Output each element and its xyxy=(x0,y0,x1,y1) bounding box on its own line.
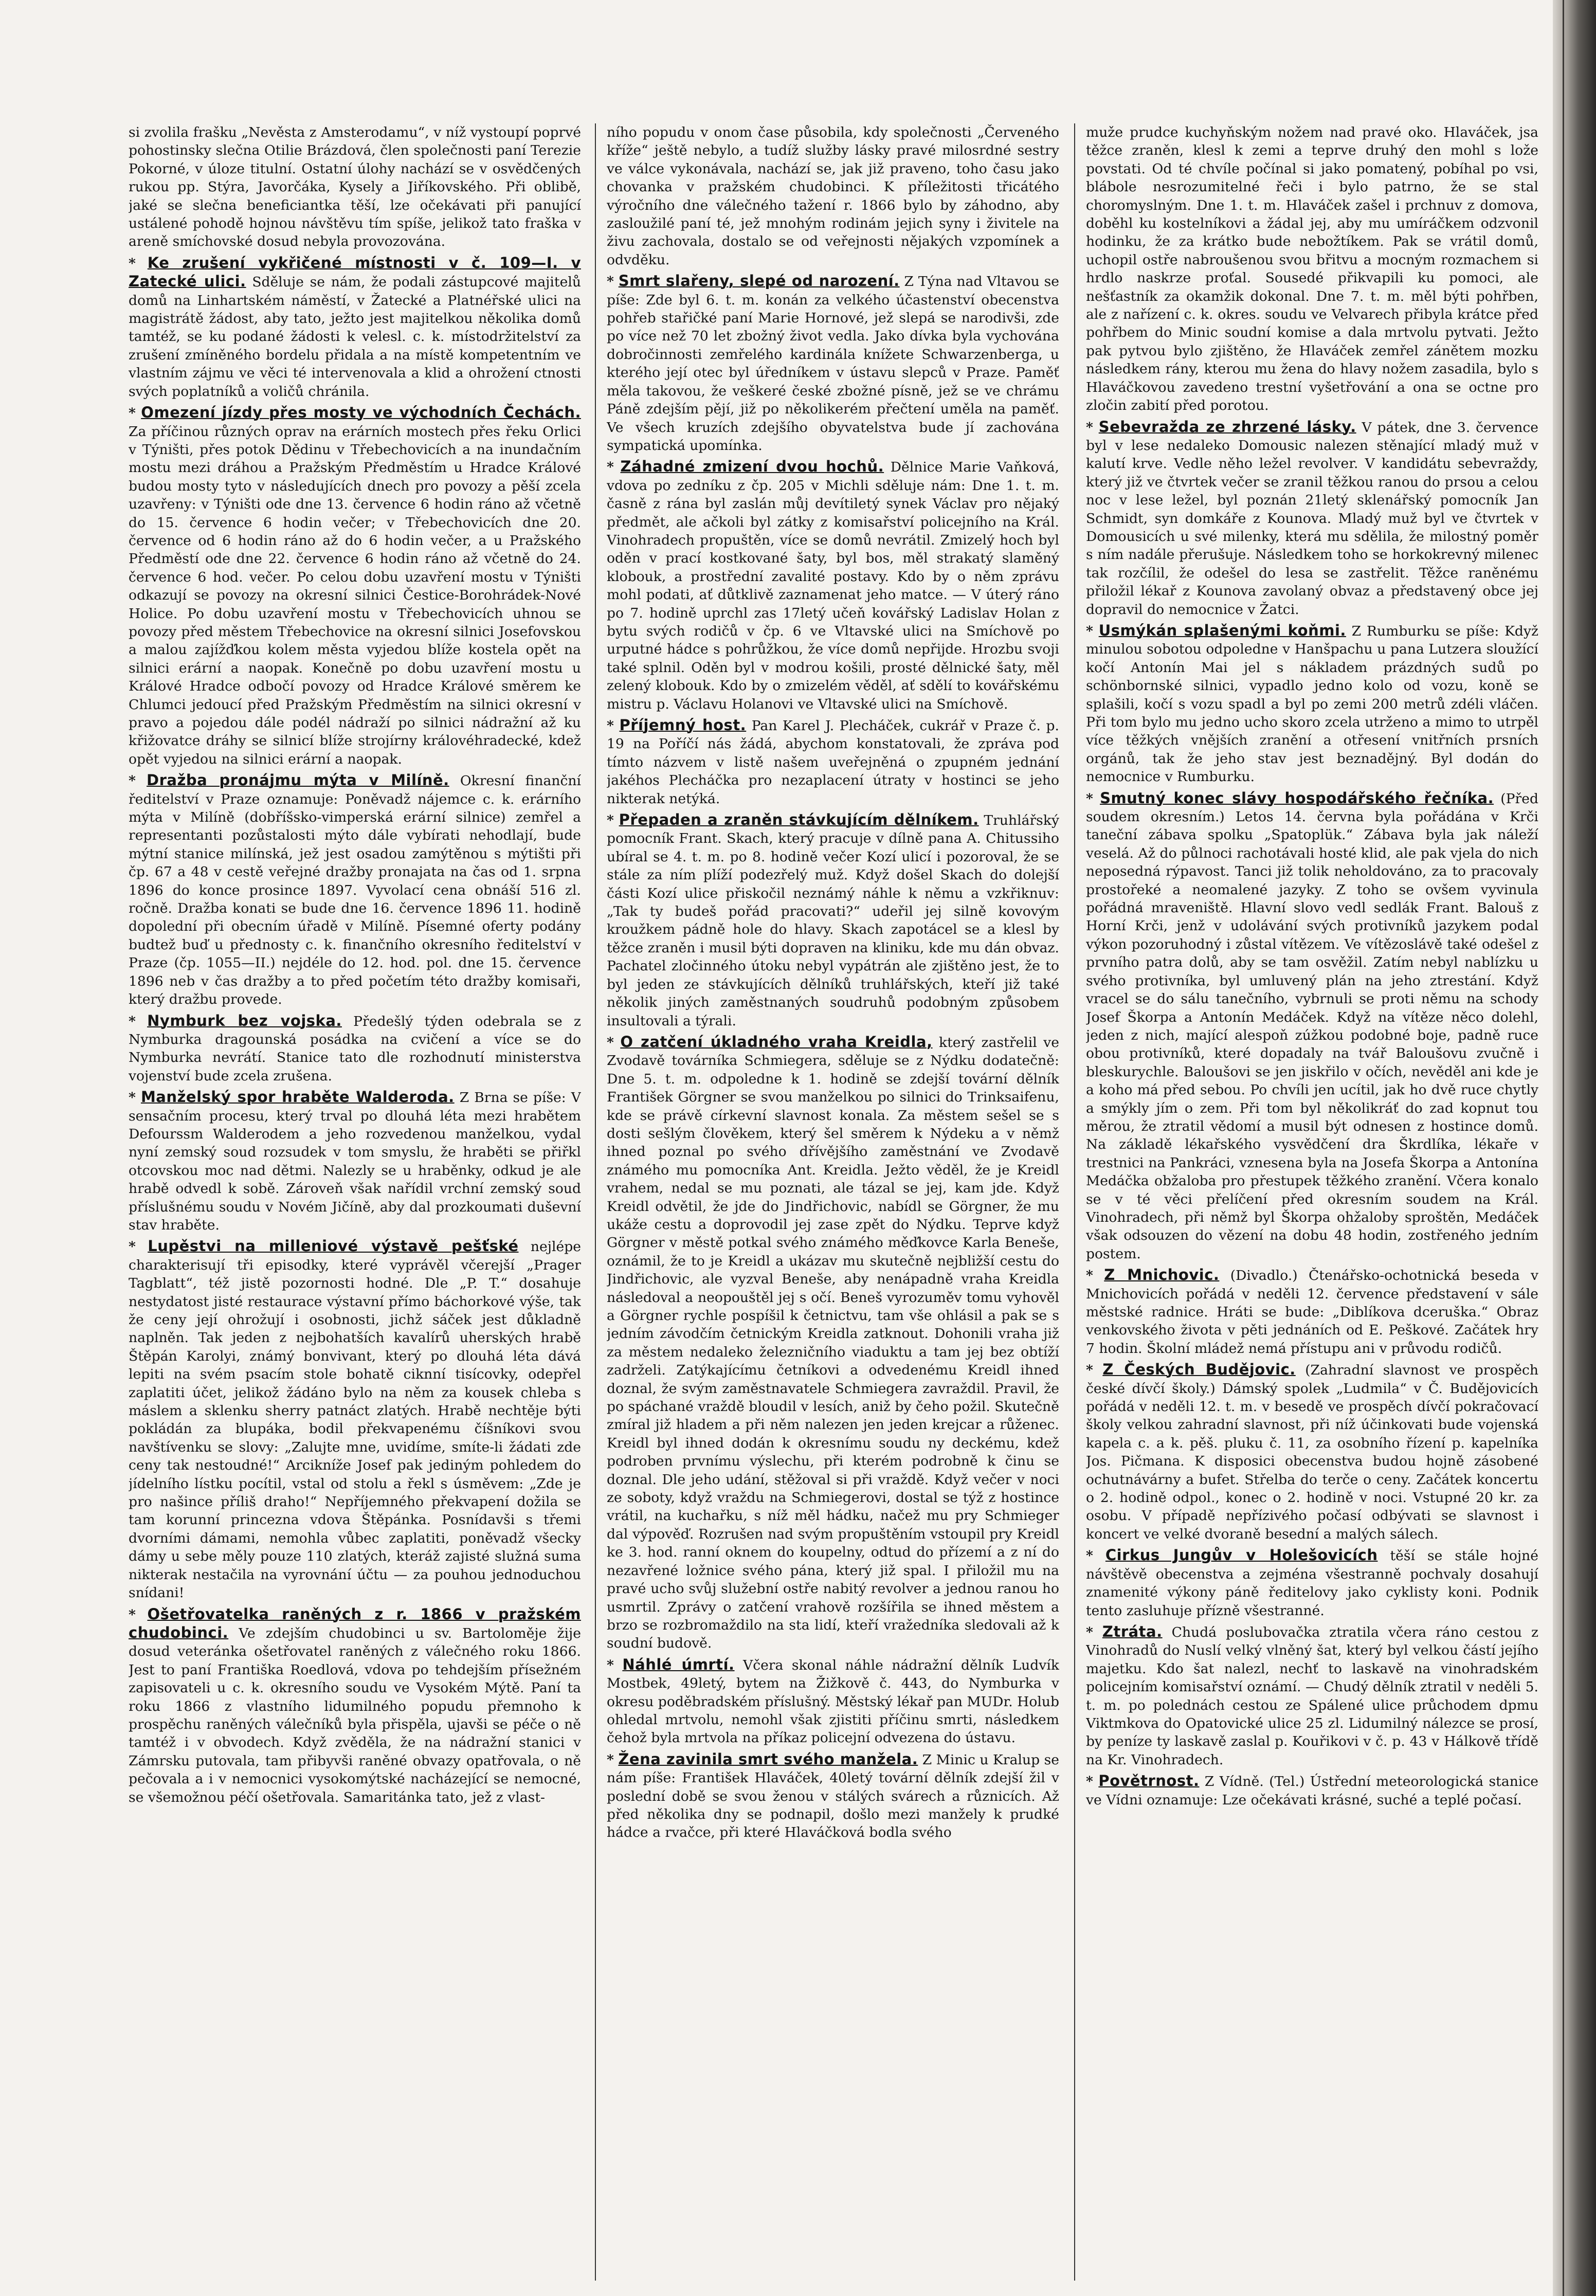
article-body: Pan Karel J. Plecháček, cukrář v Praze č. p. 19 na Poříčí nás žádá, abychom konstatovali, že zpráva pod tímto názvem v listě našem uveřejněná o zpupném jednání jakéhos Plecháčka pro nezaplacení útraty v hostinci se jeho nikterak netýká. xyxy=(607,718,1059,807)
article-bullet: * xyxy=(129,773,136,789)
article-paragraph xyxy=(1086,418,1538,619)
article-bullet: * xyxy=(129,1239,136,1255)
article-bullet: * xyxy=(1086,790,1093,807)
article-headline: Náhlé úmrtí. xyxy=(622,1655,735,1673)
article-headline: Manželský spor hraběte Walderoda. xyxy=(140,1088,455,1106)
article-headline: Přepaden a zraněn stávkujícím dělníkem. xyxy=(619,811,979,829)
article-body: který zastřelil ve Zvodavě továrníka Schmiegera, sděluje se z Nýdku dodatečně: Dne 5. t. m. odpoledne k 1. hodině se zdejší tovární dělník František Görgner se svou manželkou po silnici do Trinksaifenu, kde se právě církevní slavnost konala. Za městem sešel se s dosti sešlým člověkem, který šel směrem k Nýdeku a v němž ihned poznal po svého dřívějšího zaměstnání ve Zvodavě známého mu pomocníka Ant. Kreidla. Ježto věděl, že je Kreidl vrahem, nedal se mu poznati, ale tázal se jej, kam jde. Když Kreidl odvětil, že jde do Jindřichovic, nabídl se Görgner, že mu ukáže cestu a doprovodil jej zase zpět do Nýdku. Teprve když Görgner v městě potkal svého známého měďkovce Karla Beneše, oznámil, že to je Kreidl a ukázav mu skutečně nejbližší cestu do Jindřichovic, ale vyzval Beneše, aby nenápadně vraha Kreidla následoval a neopouštěl jej s očí. Beneš vyrozuměv tomu vyhověl a Görgner rychle pospíšil k četnictvu, tam vše ohlásil a pak se s jedním závodčím četnickým Kreidla zatknout. Dohonili vraha již za městem nedaleko železničního viaduktu a tam jej bez obtíží zadrželi. Zatýkajícímu četníkovi a odvedenému Kreidl ihned doznal, že svým zaměstnavatele Schmiegera zavraždil. Pravil, že po spáchané vraždě bloudil v lesích, aniž by čeho požil. Skutečně zmíral již hladem a při něm nalezen jen jeden krejcar a růženec. Kreidl byl ihned dodán k okresnímu soudu ny deckému, kdež podroben prvnímu výslechu, při kterém podrobně k činu se doznal. Dle jeho udání, stěžoval si při vraždě. Když večer v noci ze soboty, když vraždu na Schmiegerovi, dostal se týž z hostince vrátil, na kuchařku, s níž měl hádku, načež mu pry Schmieger dal výpověď. Rozrušen nad svým propuštěním vstoupil pry Kreidl ke 3. hod. ranní oknem do koupelny, odtud do přízemí a z ní do nezavřené ložnice svého pána, který již spal. I přiložil mu na pravé ucho svůj služební ostře nabitý revolver a jednou ranou ho usmrtil. Zprávy o zatčení vrahově rozšířila se ihned městem a brzo se rozbromaždilo na sta lidí, kteří vražedníka sledovali až k soudní budově. xyxy=(607,1034,1059,1652)
article-paragraph xyxy=(1086,123,1538,415)
page-edge-line xyxy=(1563,0,1564,2296)
article-bullet: * xyxy=(129,255,136,272)
column-1 xyxy=(129,123,581,2281)
article-bullet: * xyxy=(129,405,136,422)
newspaper-page xyxy=(129,123,1540,2281)
article-body: si zvolila frašku „Nevěsta z Amsterodamu“, v níž vystoupí poprvé pohostinsky slečna Otilie Brázdová, člen společnosti paní Terezie Pokorné, v úloze titulní. Ostatní úlohy nachází se v osvědčených rukou pp. Stýra, Javorčáka, Kysely a Jiříkovského. Při oblibě, jaké se slečna beneficiantka těší, lze očekávati při panující ustálené pohodě hojnou návštěvu tím spíše, jelikož tato fraška v areně smíchovské dosud nebyla provozována. xyxy=(129,124,581,250)
article-paragraph xyxy=(1086,789,1538,1263)
news-article xyxy=(1086,1546,1538,1620)
article-headline: Lupěstvi na milleniové výstavě pešťské xyxy=(148,1237,519,1255)
news-article xyxy=(1086,622,1538,786)
news-article xyxy=(607,1656,1059,1747)
article-headline: Smrt slařeny, slepé od narození. xyxy=(618,272,900,290)
column-divider xyxy=(595,123,596,2281)
article-bullet: * xyxy=(129,1090,136,1106)
news-article xyxy=(1086,789,1538,1263)
news-article xyxy=(607,458,1059,713)
article-paragraph xyxy=(1086,1361,1538,1543)
article-headline: Dražba pronájmu mýta v Milíně. xyxy=(147,771,449,789)
news-article xyxy=(129,1012,581,1086)
article-body: Chudá poslubovačka ztratila včera ráno cestou z Vinohradů do Nuslí velký vlněný šat, který byl velkou částí jejího majetku. Kdo šat nalezl, nechť to laskavě na vinohradském policejním komisařství oznámí. — Chudý dělník ztratil v neděli 5. t. m. po polednách cestou ze Spálené ulice průchodem dpmu Viktmkova do Opatovické ulice 25 zl. Lidumilný nálezce se prosí, by peníze ty laskavě zaslal p. Kouřikovi v č. p. 43 v Hálkově třídě na Kr. Vinohradech. xyxy=(1086,1624,1538,1768)
article-headline: Žena zavinila smrt svého manžela. xyxy=(618,1750,918,1768)
news-article xyxy=(607,1750,1059,1842)
article-paragraph xyxy=(129,1237,581,1602)
news-article xyxy=(129,771,581,1008)
article-bullet: * xyxy=(1086,1624,1093,1640)
article-bullet: * xyxy=(129,1606,136,1623)
news-article xyxy=(607,716,1059,808)
article-paragraph xyxy=(607,1033,1059,1653)
article-bullet: * xyxy=(607,1751,614,1768)
column-divider xyxy=(1074,123,1075,2281)
news-article xyxy=(607,811,1059,1030)
article-bullet: * xyxy=(607,1657,614,1673)
article-body: Dělnice Marie Vaňková, vdova po zedníku z čp. 205 v Michli sděluje nám: Dne 1. t. m. časně z rána byl zaslán můj devítiletý synek Václav pro nějaký předmět, ale ačkoli byl zátky z komisařství policejního na Král. Vinohradech propuštěn, více se domů nevrátil. Zmizelý hoch byl oděn v prací kostkované šaty, byl bos, měl strakatý slaměný klobouk, a prostřední zavalité postavy. Kdo by o něm zprávu mohl podati, ať důtklivě zaznamenat jeho matce. — V úterý ráno po 7. hodině uprchl zas 17letý učeň kovářský Ladislav Holan z bytu svých rodičů v čp. 6 ve Vltavské ulici na Smíchově po urputné hádce s pohrůžkou, že více domů nepřijde. Hrozbu svoji také splnil. Oděn byl v modrou košili, prosté dělnické šaty, měl zelený klobouk. Kdo by o zmizelém věděl, ať sdělí to kovářskému mistru p. Václavu Holanovi ve Vltavské ulici na Smíchově. xyxy=(607,459,1059,712)
article-paragraph xyxy=(1086,1546,1538,1620)
article-body: Truhlářský pomocník Frant. Skach, který pracuje v dílně pana A. Chitussiho ubíral se 4. t. m. po 8. hodině večer Kozí ulicí i pozoroval, že se stále za ním plíží podezřelý muž. Když došel Skach do dolejší části Kozí ulice přiskočil neznámý náhle k němu a vzkřiknuv: „Tak ty budeš pořád pracovati?“ udeřil jej silně kovovým kroužkem pádně hole do hlavy. Skach zapotácel se a klesl by těžce zraněn i musil býti dopraven na kliniku, kde mu dán obvaz. Pachatel zločinného útoku nebyl vypátrán ale zjištěno jest, že to byl jeden ze stávkujících dělníků truhlářských, kteří již také několik jiných zaměstnaných soudruhů podobným způsobem insultovali a týrali. xyxy=(607,812,1059,1029)
article-body: Z Rumburku se píše: Když minulou sobotou odpoledne v Hanšpachu u pana Lutzera sloužící kočí Antonín Mai jel s nákladem prázdných sudů po schönbornské silnici, vypadlo jedno kolo od vozu, koně se splašili, kočí s vozu spadl a byl po zemi 200 metrů zdéli vláčen. Při tom bylo mu jedno ucho skoro zcela utrženo a mimo to utrpěl více těžkých vnějších zranění a otřesení vnitřních prsních orgánů, tak že jeho stav jest beznadějný. Byl dodán do nemocnice v Rumburku. xyxy=(1086,623,1538,785)
article-paragraph xyxy=(129,254,581,401)
article-bullet: * xyxy=(607,812,614,829)
news-article xyxy=(129,254,581,401)
article-paragraph xyxy=(607,1750,1059,1842)
news-article xyxy=(1086,1361,1538,1543)
article-paragraph xyxy=(1086,1623,1538,1769)
article-bullet: * xyxy=(607,274,614,290)
article-paragraph xyxy=(607,716,1059,808)
article-body: V pátek, dne 3. července byl v lese nedaleko Domousic nalezen stěnající mladý muž v kalutí krve. Vedle něho ležel revolver. V kandidátu sebevraždy, který již ve čtvrtek večer se zranil těžkou ranou do prsou a celou noc v lese ležel, byl poznán 21letý sklenářský pomocník Jan Schmidt, syn domkáře z Kounova. Mladý muž byl ve čtvrtek v Domousicích u své milenky, která mu sdělila, že milostný poměr s ním nadále přerušuje. Následkem toho se horkokrevný milenec tak rozčílil, že odešel do lesa se zastřelit. Těžce raněnému přiložil lékař z Kounova zavolaný obvaz a představený obce jej dopravil do nemocnice v Žatci. xyxy=(1086,419,1538,618)
article-bullet: * xyxy=(607,459,614,476)
news-article xyxy=(1086,1772,1538,1809)
article-paragraph xyxy=(1086,1266,1538,1358)
article-paragraph xyxy=(607,1656,1059,1747)
article-paragraph xyxy=(1086,622,1538,786)
article-headline: Smutný konec slávy hospodářského řečníka. xyxy=(1100,789,1494,807)
article-body: Sděluje se nám, že podali zástupcové majitelů domů na Linhartském náměstí, v Žatecké a Platnéřské ulici na magistrátě žádost, aby tato, ježto jest majitelkou několika domů tamtéž, se ku podané žádosti k velesl. c. k. místodržitelství za zrušení zmíněného bordelu přidala a na místě kompetentním ve vlastním zájmu ve věci té intervenovala a klid a ohrožení ctnosti svých poplatníků a voličů chránila. xyxy=(129,274,581,400)
news-article xyxy=(129,404,581,768)
article-body: Za příčinou různých oprav na erárních mostech přes řeku Orlici v Týništi, přes potok Dědinu v Třebechovicích a na inundačním mostu mezi dráhou a Pražským Předměstím u Hradce Králové budou mosty tyto v následujících dnech pro povozy a pěší zcela uzavřeny: v Týništi ode dne 13. července 6 hodin ráno až včetně do 15. července 6 hodin večer; v Třebechovicích dne 20. července od 6 hodin ráno až do 6 hodin večer, a u Pražského Předměstí ode dne 22. července 6 hodin ráno až včetně do 24. července 6 hod. večer. Po celou dobu uzavření mostu v Týništi odkazují se povozy na okresní silnici Čestice-Borohrádek-Nové Holice. Po dobu uzavření mostu v Třebechovicích uhnou se povozy před městem Třebechovice na okresní silnici Josefovskou a malou zajížďkou kolem města vyjedou blíže kostela opět na silnici erární a naopak. Konečně po dobu uzavření mostu u Králové Hradce odbočí povozy od Hradce Králové směrem ke Chlumci jedoucí před Pražským Předměstím na silnici okresní v pravo a pojedou dále podél nádraží po silnici nádražní až ku křižovatce dráhy se silnicí blíže strojírny královéhradecké, kdež opět vyjedou na silnici erární a naopak. xyxy=(129,423,581,767)
article-headline: Z Českých Budějovic. xyxy=(1102,1361,1296,1379)
article-bullet: * xyxy=(607,718,614,734)
article-bullet: * xyxy=(129,1013,136,1029)
article-paragraph xyxy=(1086,1772,1538,1809)
article-paragraph xyxy=(129,123,581,251)
article-headline: Z Mnichovic. xyxy=(1104,1266,1220,1284)
article-paragraph xyxy=(129,771,581,1008)
column-2 xyxy=(607,123,1059,2281)
article-headline: Nymburk bez vojska. xyxy=(147,1011,342,1029)
news-article xyxy=(129,1088,581,1234)
article-body: Předešlý týden odebrala se z Nymburka dragounská posádka na cvičení a více se do Nymburka nevrátí. Stanice tato dle rozhodnutí ministerstva vojenství bude zcela zrušena. xyxy=(129,1013,581,1084)
article-paragraph xyxy=(129,404,581,768)
article-bullet: * xyxy=(1086,419,1093,436)
article-headline: Ztráta. xyxy=(1102,1622,1163,1640)
news-article xyxy=(1086,1623,1538,1769)
page-edge-shadow xyxy=(1553,0,1596,2296)
article-headline: Sebevražda ze zhrzené lásky. xyxy=(1098,418,1356,436)
article-body: Ve zdejším chudobinci u sv. Bartoloměje žije dosud veteránka ošetřovatel raněných z válečného roku 1866. Jest to paní Františka Roedlová, vdova po tehdejším přísežném zapisovateli u c. k. okresního soudu ve Vysokém Mýtě. Paní ta roku 1866 z vlastního lidumilného popudu přemnoho k prospěchu raněných válečníků byla přispěla, ujavši se péče o ně tamtéž i v obvodech. Když zvěděla, že na nádražní stanici v Zámrsku putovala, tam přibyvši raněné obvazy opatřovala, o ně pečovala a i v nemocnici vysokomýtské nacházející se nemocné, se všemožnou péčí ošetřovala. Samaritánka tato, jež z vlast- xyxy=(129,1625,581,1805)
article-body: Z Brna se píše: V sensačním procesu, který trval po dlouhá léta mezi hrabětem Defourssm Walderodem a jeho rozvedenou manželkou, vydal nyní zemský soud rozsudek v tom smyslu, že hraběti se přiřkl otcovskou moc nad dětmi. Nalezly se u hraběnky, odkud je ale hrabě odvedl k sobě. Zároveň však nařídil vrchní zemský soud příslušnému soudu v Novém Jičíně, aby dal prozkoumati duševní stav hraběte. xyxy=(129,1090,581,1233)
article-headline: Povětrnost. xyxy=(1098,1772,1200,1790)
article-body: těší se stále hojné návštěvě obecenstva a zejména všestranně pochvaly dosahují znamenité výkony páně ředitelovy jako cyklisty koni. Podnik tento zasluhuje přízně všestranné. xyxy=(1086,1548,1538,1619)
news-article xyxy=(129,1237,581,1602)
article-headline: O zatčení úkladného vraha Kreidla, xyxy=(620,1033,933,1051)
news-article xyxy=(607,272,1059,455)
news-article xyxy=(129,123,581,251)
article-paragraph xyxy=(129,1605,581,1806)
column-3 xyxy=(1086,123,1538,2281)
news-article xyxy=(1086,1266,1538,1358)
article-body: Včera skonal náhle nádražní dělník Ludvík Mostbek, 49letý, bytem na Žižkově č. 443, do Nymburka v okresu poděbradském příslušný. Městský lékař pan MUDr. Holub ohledal mrtvolu, nemohl však zjistiti příčinu smrti, následkem čehož byla mrtvola na příkaz policejní odvezena do ústavu. xyxy=(607,1657,1059,1746)
article-paragraph xyxy=(129,1012,581,1086)
article-paragraph xyxy=(607,123,1059,269)
news-article xyxy=(129,1605,581,1806)
article-paragraph xyxy=(607,458,1059,713)
article-body: (Před soudem okresním.) Letos 14. června byla pořádána v Krči taneční zábava spolku „Spatoplük.“ Zábava byla jak náleží veselá. Až do půlnoci rachotávali hosté klid, ale pak vjela do nich neposedná rýpavost. Tanci již tolik neholdováno, za to pracovaly prostořeké a neomalené jazyky. Z toho se ovšem vyvinula pořádná mraveniště. Hlavní slovo vedl sedlák Frant. Balouš z Horní Krči, jenž v udolávání svých protivníků jazykem podal výkon pozoruhodný i zůstal vítězem. Ve vítězoslávě také odešel z prvního patra dolů, aby se tam osvěžil. Zatím nebyl nablízku u svého protivníka, byl umluvený plán na jeho ztrestání. Když vracel se do sálu tanečního, vybrnuli se proti němu na schody Josef Škorpa a Antonín Medáček. Když na vítěze něco dolehl, jeden z nich, mající alespoň zúžkou podobné boje, padně ruce obou protivníků, které dopadaly na tvář Baloušovu zvučně i bleskurychle. Baloušovi se jen jiskřilo v očích, nevěděl ani kde je a koho má před sebou. Po chvíli jen ucítil, jak ho dvě ruce chytly a smýkly jím o zem. Při tom byl několikráť do zad kopnut tou měrou, že ztratil vědomí a musil být odnesen z hostince domů. Na základě lékařského vysvědčení dra Škrdlíka, lékaře v trestnici na Pankráci, vznesena byla na Josefa Škorpa a Antonína Medáčka obžaloba pro přestupek těžkého zranění. Včera konalo se v té věci přelíčení před okresním soudem na Král. Vinohradech, při němž byl Škorpa ohžaloby sproštěn, Medáček však odsouzen do vězení na dobu 48 hodin, zostřeného jedním postem. xyxy=(1086,790,1538,1262)
news-article xyxy=(1086,418,1538,619)
article-bullet: * xyxy=(1086,1548,1093,1564)
article-paragraph xyxy=(607,811,1059,1030)
article-paragraph xyxy=(129,1088,581,1234)
article-body: muže prudce kuchyňským nožem nad pravé oko. Hlaváček, jsa těžce zraněn, klesl k zemi a teprve druhý den mohl s lože povstati. Od té chvíle počínal si jako pomatený, pobíhal po vsi, blábole nesrozumitelné řeči i bylo patrno, že se stal choromyslným. Dne 1. t. m. Hlaváček zašel i prchnuv z domova, doběhl ku kostelníkovi a žádal jej, aby mu umíráčkem odzvonil hodinku, že za krátko bude nebožtíkem. Pak se vrátil domů, uchopil ostře nabroušenou svou břitvu a mocným rozmachem si hrdlo naskrze proťal. Sousedé přikvapili ku pomoci, ale nešťastník za okamžik dokonal. Dne 7. t. m. měl býti pohřben, ale z nařízení c. k. okres. soudu ve Velvarech přibyla krátce před pohřbem do Minic soudní komise a dala mrtvolu pytvati. Ježto pak pytvou bylo zjištěno, že Hlaváček zemřel zánětem mozku následkem rány, kterou mu žena do hlavy nožem zasadila, bylo s Hlaváčkovou zavedeno trestní vyšetřování a ona se octne pro zločin zabití před porotou. xyxy=(1086,124,1538,414)
article-headline: Záhadné zmizení dvou hochů. xyxy=(620,458,884,476)
article-body: Z Týna nad Vltavou se píše: Zde byl 6. t. m. konán za velkého účastenství obecenstva pohřeb stařičké paní Marie Hornové, jež slepá se narodivši, zde po více než 70 let zbožný život vedla. Jako dívka byla vychována dobročinnosti zemřelého kardinála knížete Schwarzenberga, u kterého její otec byl úředníkem v ústavu slepců v Praze. Paměť měla takovou, že veškeré české zbožné písně, jež se ve chrámu Páně zdejším pějí, již po několikerém přečtení uměla na paměť. Ve všech kruzích zdejšího obyvatelstva bude jí zachována sympatická upomínka. xyxy=(607,274,1059,454)
article-body: Z Vídně. (Tel.) Ústřední meteorologická stanice ve Vídni oznamuje: Lze očekávati krásné, suché a teplé počasí. xyxy=(1086,1774,1538,1808)
article-paragraph xyxy=(607,272,1059,455)
article-headline: Cirkus Jungův v Holešovicích xyxy=(1105,1546,1378,1564)
article-bullet: * xyxy=(1086,1774,1093,1790)
article-headline: Příjemný host. xyxy=(619,716,747,734)
article-bullet: * xyxy=(1086,1362,1093,1379)
article-headline: Ošetřovatelka raněných z r. 1866 v pražském chudobinci. xyxy=(129,1605,581,1641)
article-body: nejlépe charakterisují tři episodky, které vyprávěl včerejší „Prager Tagblatt“, též jistě pozornosti hodné. Dle „P. T.“ dosahuje nestydatost jisté restaurace výstavní přímo báchorkové výše, tak že ceny její ohrožují i osobnosti, jichž sáček jest důkladně naplněn. Tak jeden z nejbohatších kavalírů uherských hrabě Štěpán Karolyi, známý bonvivant, který po dlouhá léta dává lepiti na svém psacím stole bohatě ciknní tisícovky, odepřel zaplatiti účet, jelikož žádáno bylo na něm za kousek chleba s máslem a sklenku sherry patnáct zlatých. Hrabě nechtěje býti pokládán za blupáka, bodil překvapenému číšníkovi svou navštívenku se slovy: „Zalujte mne, uvidíme, smíte-li žádati zde ceny tak nestoudné!“ Arcikníže Josef pak jediným pohledem do jídelního lístku pocítil, vstal od stolu a řekl s úsměvem: „Zde je pro našince příliš draho!“ Nepříjemného překvapení dožila se tam korunní princezna vdova Štěpánka. Posnídavši s třemi dvorními dámami, nemohla vůbec zaplatiti, poněvadž všecky dámy u sebe měly pouze 110 zlatých, kteráž zajisté služná suma nikterak nestačila na vyrovnání účtu — za pouhou jednoduchou snídani! xyxy=(129,1239,581,1601)
article-headline: Omezení jízdy přes mosty ve východních Čechách. xyxy=(141,404,581,422)
article-body: (Zahradní slavnost ve prospěch české dívčí školy.) Dámský spolek „Ludmila“ v Č. Budějovicích pořádá v neděli 12. t. m. v besedě ve prospěch dívčí pokračovací školy velkou zahradní slavnost, při níž účinkovati bude vojenská kapela c. a k. pěš. pluku č. 11, za osobního řízení p. kapelníka Jos. Pičmana. K disposici obecenstva budou hojně zásobené ochutnávárny a bufet. Střelba do terče o ceny. Začátek koncertu o 2. hodině odpol., konec o 2. hodině v noci. Vstupné 20 kr. za osobu. V případě nepřízivého počasí odbývati se slavnost i koncert ve velké dvoraně besední a malých sálech. xyxy=(1086,1362,1538,1542)
article-body: (Divadlo.) Čtenářsko-ochotnická beseda v Mnichovicích pořádá v neděli 12. července představení v sále městské radnice. Hráti se bude: „Diblíkova dceruška.“ Obraz venkovského života v pěti jednáních od E. Peškové. Začátek hry 7 hodin. Školní mládež nemá přístupu ani v průvodu rodičů. xyxy=(1086,1268,1538,1357)
article-bullet: * xyxy=(1086,1268,1093,1284)
article-bullet: * xyxy=(607,1034,614,1051)
article-body: Z Minic u Kralup se nám píše: František Hlaváček, 40letý tovární dělník zdejší žil v poslední době se svou ženou v stálých svárech a různicích. Až před několika dny se podnapil, došlo mezi manžely k prudké hádce a rvačce, při které Hlaváčková bodla svého xyxy=(607,1751,1059,1841)
article-bullet: * xyxy=(1086,623,1093,639)
news-article xyxy=(1086,123,1538,415)
news-article xyxy=(607,123,1059,269)
article-body: Okresní finanční ředitelství v Praze oznamuje: Poněvadž nájemce c. k. erárního mýta v Milíně (dobříšsko-vimperská erární silnice) zemřel a representanti pozůstalosti mýto dále vybírati nehodlají, bude mýtní stanice milínská, jež jest osadou zamýtěnou s mýtišti při čp. 67 a 48 v cestě veřejné dražby pronajata na čas od 1. srpna 1896 do konce prosince 1897. Vyvolací cena obnáší 516 zl. ročně. Dražba konati se bude dne 16. července 1896 11. hodině dopolední při obecním úřadě v Milíně. Písemné oferty podány budtež buď u přednosty c. k. finančního okresního ředitelství v Praze (čp. 1055—II.) nejdéle do 12. hod. pol. dne 15. července 1896 neb v čas dražby a to před početím této dražby komisaři, který dražbu provede. xyxy=(129,773,581,1008)
article-body: ního popudu v onom čase působila, kdy společnosti „Červeného kříže“ ještě nebylo, a tudíž služby lásky pravé milosrdné sestry ve válce vykonávala, nachází se, jak již praveno, toho času jako chovanka v pražském chudobinci. K příležitosti třicátého výročního dne válečného tažení r. 1866 bylo by záhodno, aby zasloužilé paní té, jež mnohým rodinám jejich syny i živitele na živu zachovala, dostalo se od veřejnosti nějakých vzpomínek a odvděku. xyxy=(607,124,1059,268)
article-headline: Usmýkán splašenými koňmi. xyxy=(1098,621,1346,639)
news-article xyxy=(607,1033,1059,1653)
article-headline: Ke zrušení vykřičené místnosti v č. 109—I. v Zatecké ulici. xyxy=(129,254,581,291)
